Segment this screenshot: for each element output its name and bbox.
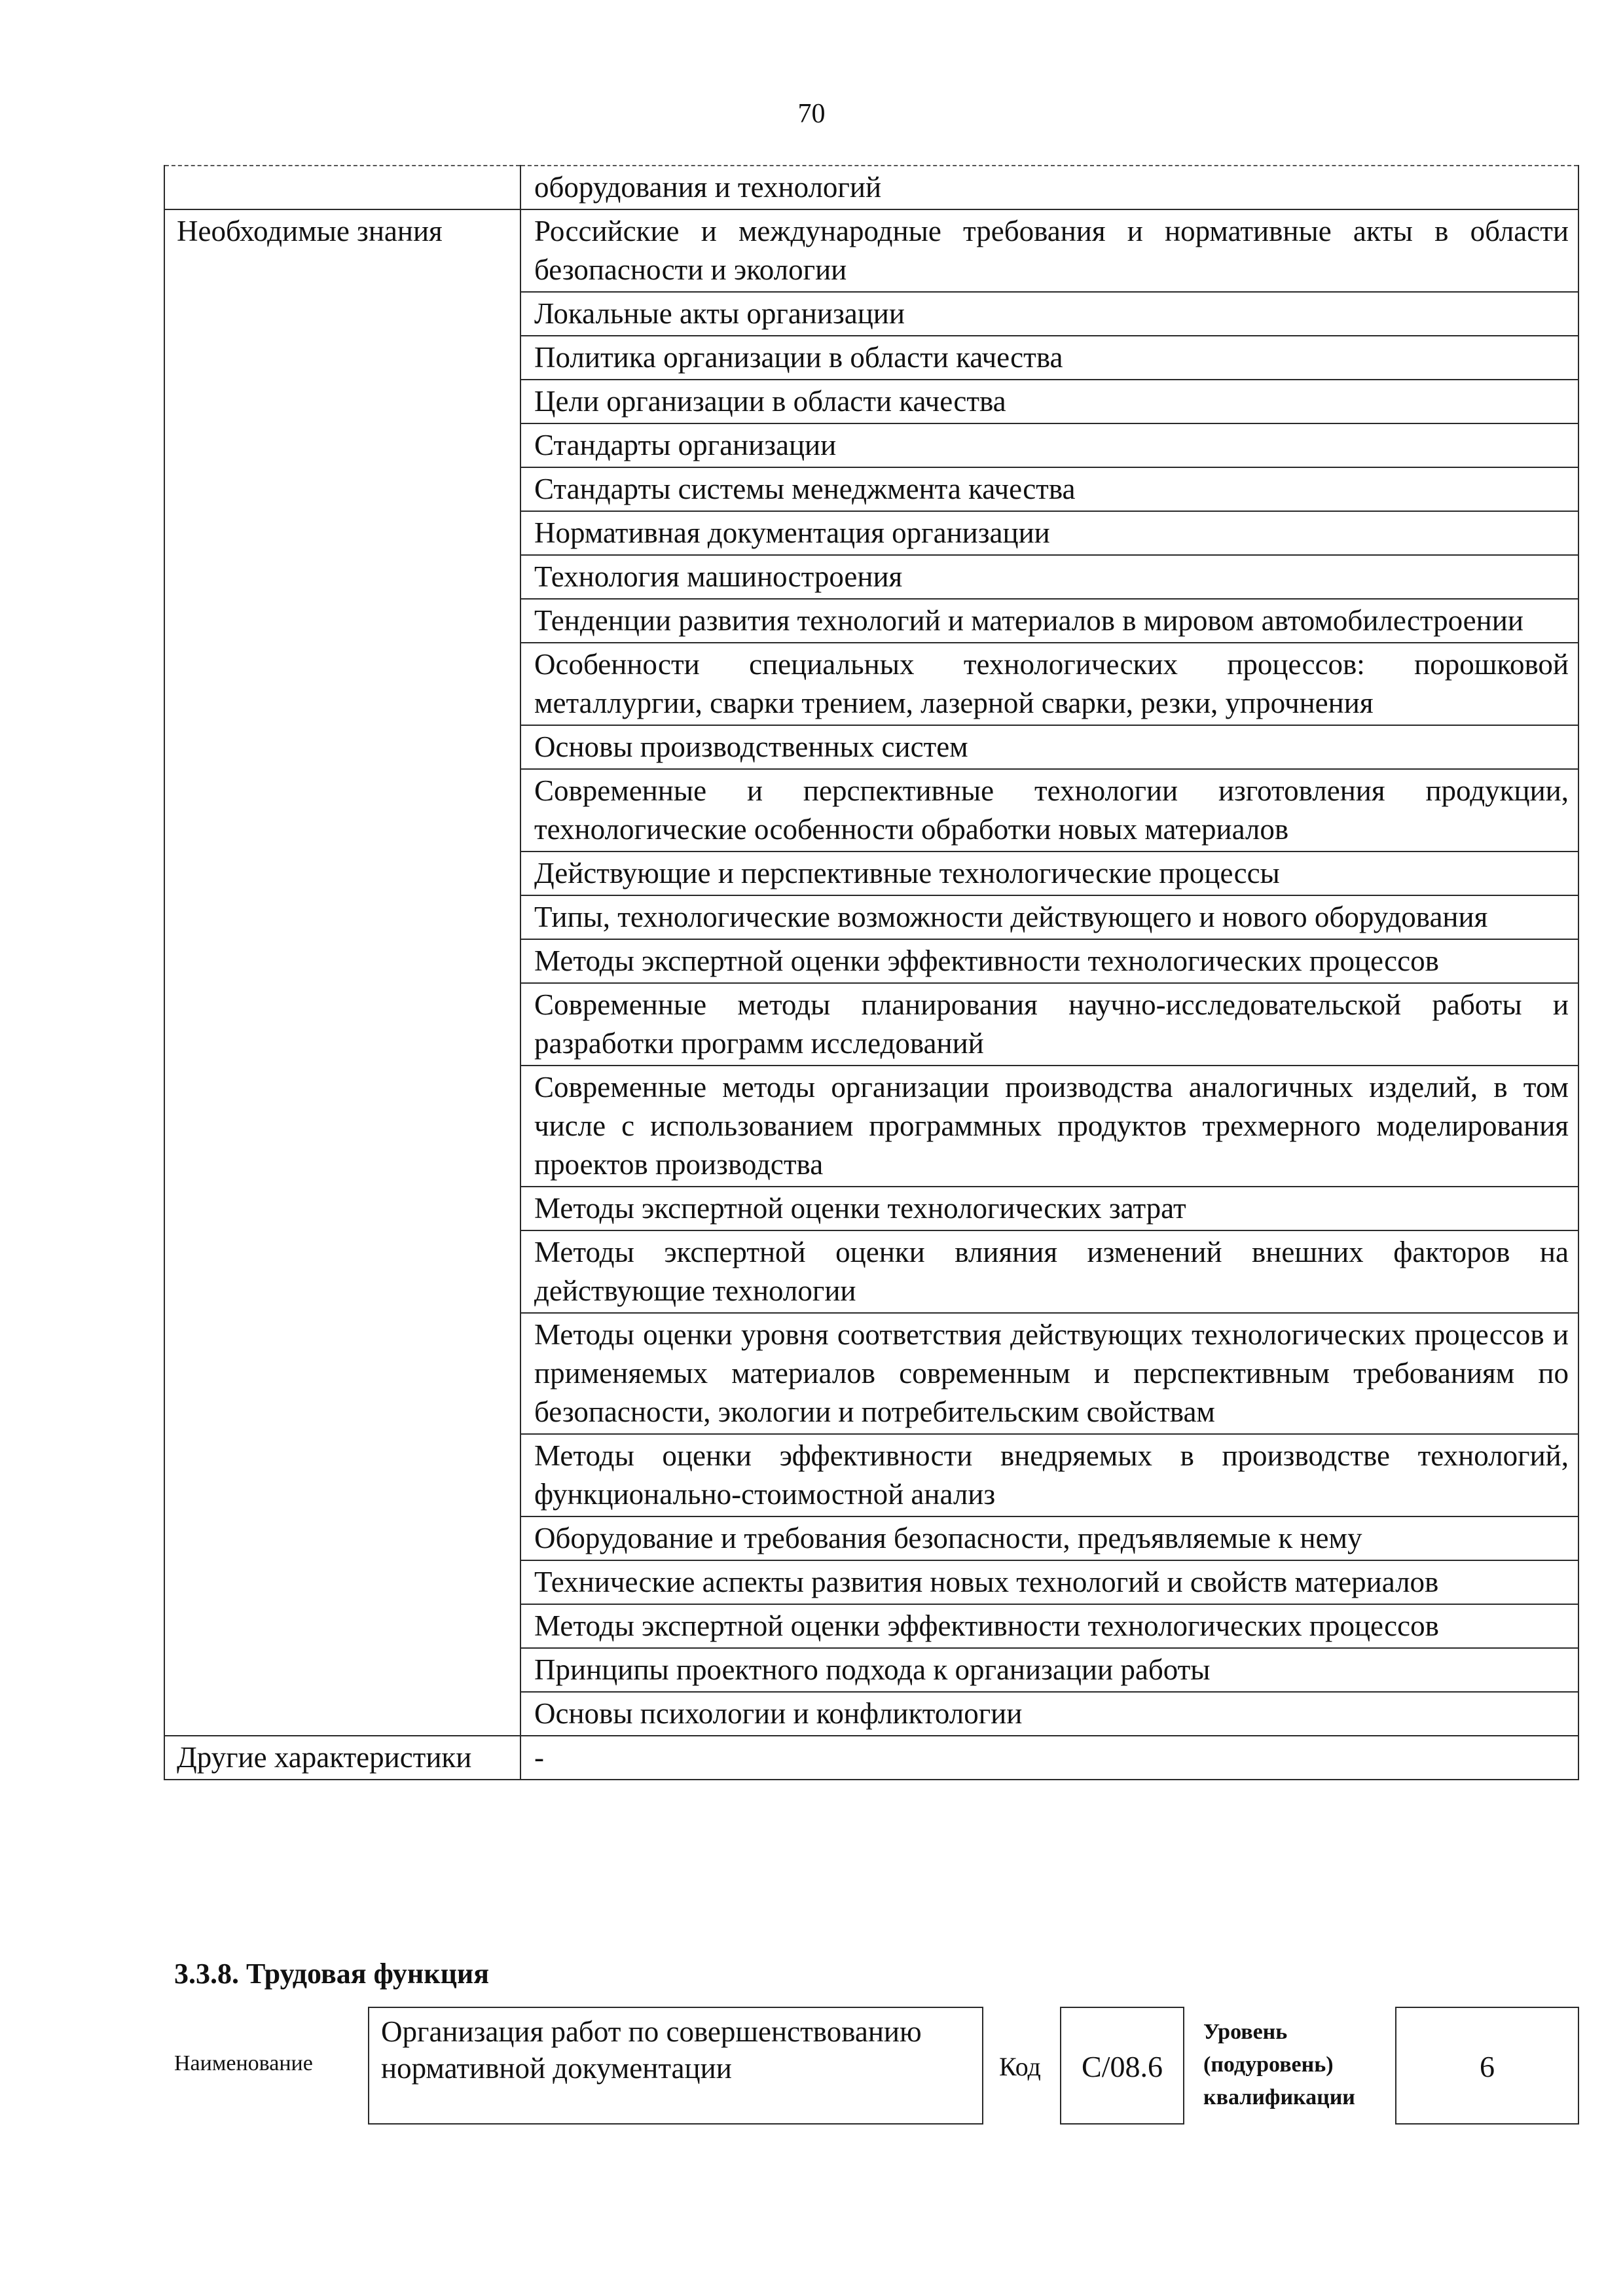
knowledge-item: Современные методы организации производства аналогичных изделий, в том числе с использованием программных продуктов трехмерного моделирования проектов производства <box>520 1066 1578 1187</box>
knowledge-item: Технические аспекты развития новых технологий и свойств материалов <box>520 1560 1578 1604</box>
knowledge-row <box>164 209 1578 292</box>
knowledge-item: Методы экспертной оценки влияния изменений внешних факторов на действующие технологии <box>520 1230 1578 1313</box>
knowledge-item: Особенности специальных технологических процессов: порошковой металлургии, сварки трением, лазерной сварки, резки, упрочнения <box>520 643 1578 725</box>
knowledge-item: Методы экспертной оценки эффективности технологических процессов <box>520 939 1578 983</box>
knowledge-item: Методы экспертной оценки технологических затрат <box>520 1187 1578 1230</box>
level-box: 6 <box>1395 2007 1579 2125</box>
knowledge-label: Необходимые знания <box>164 209 520 1736</box>
knowledge-item: Принципы проектного подхода к организации работы <box>520 1648 1578 1692</box>
knowledge-table <box>164 165 1579 1780</box>
knowledge-item: Стандарты системы менеджмента качества <box>520 467 1578 511</box>
knowledge-item: Основы производственных систем <box>520 725 1578 769</box>
knowledge-item: Нормативная документация организации <box>520 511 1578 555</box>
continuation-row <box>164 166 1578 209</box>
knowledge-item: Методы оценки эффективности внедряемых в производстве технологий, функционально-стоимостной анализ <box>520 1434 1578 1516</box>
continuation-cell: оборудования и технологий <box>520 166 1578 209</box>
knowledge-item: Локальные акты организации <box>520 292 1578 336</box>
level-label: Уровень (подуровень) квалификации <box>1203 2020 1355 2109</box>
knowledge-item: Политика организации в области качества <box>520 336 1578 380</box>
code-label: Код <box>999 2052 1041 2081</box>
other-label: Другие характеристики <box>164 1736 520 1780</box>
other-row <box>164 1736 1578 1780</box>
knowledge-item: Основы психологии и конфликтологии <box>520 1692 1578 1736</box>
knowledge-item: Цели организации в области качества <box>520 380 1578 423</box>
knowledge-item: Технология машиностроения <box>520 555 1578 599</box>
code-box: C/08.6 <box>1060 2007 1184 2125</box>
knowledge-item: Методы экспертной оценки эффективности технологических процессов <box>520 1604 1578 1648</box>
labor-function-header <box>174 2007 1579 2128</box>
section-title: 3.3.8. Трудовая функция <box>174 1958 490 1990</box>
function-name-box: Организация работ по совершенствованию нормативной документации <box>368 2007 983 2125</box>
knowledge-item: Типы, технологические возможности действующего и нового оборудования <box>520 895 1578 939</box>
knowledge-item: Современные и перспективные технологии изготовления продукции, технологические особенности обработки новых материалов <box>520 769 1578 852</box>
other-value: - <box>520 1736 1578 1780</box>
knowledge-item: Тенденции развития технологий и материалов в мировом автомобилестроении <box>520 599 1578 643</box>
empty-label-cell <box>164 166 520 209</box>
knowledge-item: Российские и международные требования и нормативные акты в области безопасности и экологии <box>520 209 1578 292</box>
knowledge-item: Стандарты организации <box>520 423 1578 467</box>
name-label: Наименование <box>174 2051 313 2075</box>
knowledge-item: Методы оценки уровня соответствия действующих технологических процессов и применяемых материалов современным и перспективным требованиям по безопасности, экологии и потребительским свойствам <box>520 1313 1578 1434</box>
page-number: 70 <box>797 99 826 129</box>
knowledge-item: Современные методы планирования научно-исследовательской работы и разработки программ исследований <box>520 983 1578 1066</box>
knowledge-item: Действующие и перспективные технологические процессы <box>520 852 1578 895</box>
knowledge-item: Оборудование и требования безопасности, предъявляемые к нему <box>520 1516 1578 1560</box>
